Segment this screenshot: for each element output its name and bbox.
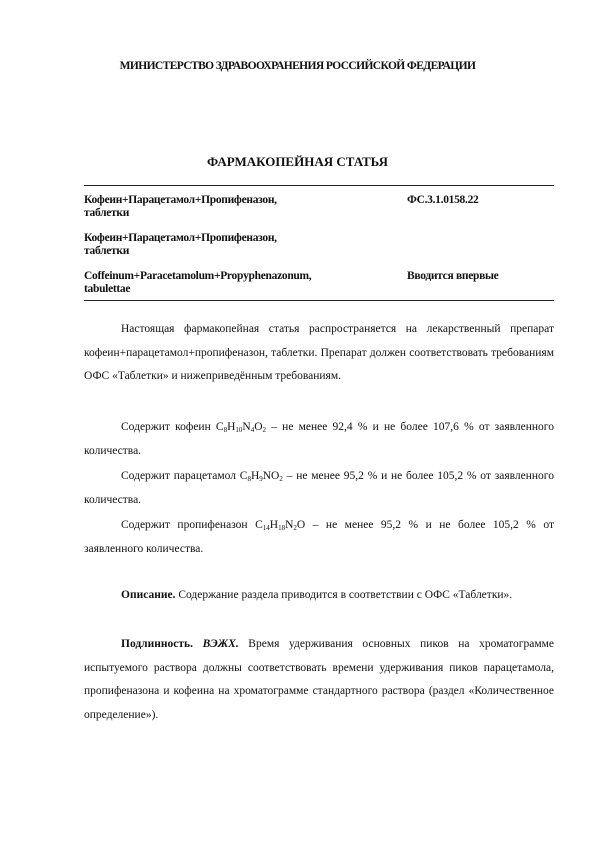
formula-part: O: [296, 519, 306, 531]
formula-sub: 14: [262, 524, 270, 532]
paracetamol-text: Содержит парацетамол C: [121, 470, 248, 482]
paracetamol-paragraph: [84, 465, 554, 512]
propyphenazone-limits: – не менее 95,2 % и не более 105,2 % от заявленного количества.: [84, 519, 554, 555]
caffeine-paragraph: [84, 416, 554, 463]
formula-sub: 18: [278, 524, 286, 532]
monograph-name-ru: [84, 194, 384, 220]
formula-sub: 2: [279, 475, 283, 483]
formula-part: N: [285, 519, 294, 531]
monograph-name-latin: [84, 270, 384, 296]
monograph-name-ru-line2: таблетки: [84, 207, 130, 219]
monograph-name-ru-line1: Кофеин+Парацетамол+Пропифеназон,: [84, 194, 277, 206]
document-title: ФАРМАКОПЕЙНАЯ СТАТЬЯ: [207, 154, 388, 169]
formula-sub: 2: [262, 426, 267, 434]
monograph-name-latin-line2: tabulettae: [84, 283, 131, 295]
description-paragraph: [84, 584, 554, 608]
caffeine-limits: – не менее 92,4 % и не более 107,6 % от заявленного количества.: [84, 421, 554, 457]
identity-paragraph: [84, 633, 554, 727]
formula-sub: 4: [250, 426, 255, 434]
monograph-status: Вводится впервые: [407, 270, 499, 282]
propyphenazone-text: Содержит пропифеназон C: [121, 519, 263, 531]
identity-text: Время удерживания основных пиков на хроматограмме испытуемого раствора должны соответствовать времени удерживания пиков парацетамола, пропифеназона и кофеина на хроматограмме стандартного раствора (раздел «Количественное определение»).: [84, 638, 554, 721]
monograph-name-ru-alt-line1: Кофеин+Парацетамол+Пропифеназон,: [84, 232, 277, 244]
formula-sub: 9: [259, 475, 263, 483]
formula-sub: 8: [247, 475, 251, 483]
formula-part: O: [254, 421, 263, 433]
intro-paragraph: Настоящая фармакопейная статья распространяется на лекарственный препарат кофеин+парацетамол+пропифеназон, таблетки. Препарат должен соответствовать требованиям ОФС «Таблетки» и нижеприведённым требованиям.: [84, 323, 554, 382]
propyphenazone-paragraph: [84, 514, 554, 561]
description-text: Содержание раздела приводится в соответствии с ОФС «Таблетки».: [175, 589, 513, 601]
ministry-header: МИНИСТЕРСТВО ЗДРАВООХРАНЕНИЯ РОССИЙСКОЙ ФЕДЕРАЦИИ: [119, 60, 476, 72]
monograph-code: ФС.3.1.0158.22: [407, 194, 479, 206]
identity-label: Подлинность.: [121, 638, 193, 650]
formula-part: H: [250, 470, 260, 482]
formula-sub: 8: [223, 426, 228, 434]
monograph-name-ru-alt: [84, 232, 384, 258]
identity-method: ВЭЖХ.: [192, 638, 239, 650]
monograph-name-ru-alt-line2: таблетки: [84, 245, 130, 257]
bottom-rule: [84, 300, 554, 301]
formula-sub: 2: [293, 524, 297, 532]
formula-part: H: [227, 421, 236, 433]
caffeine-text: Содержит кофеин C: [121, 421, 224, 433]
formula-sub: 10: [235, 426, 243, 434]
formula-part: N: [242, 421, 251, 433]
formula-part: H: [269, 519, 279, 531]
description-label: Описание.: [121, 589, 176, 601]
monograph-name-latin-line1: Coffeinum+Paracetamolum+Propyphenazonum,: [84, 270, 312, 282]
paracetamol-limits: – не менее 95,2 % и не более 105,2 % от заявленного количества.: [84, 470, 554, 506]
formula-part: NO: [262, 470, 280, 482]
top-rule: [84, 185, 554, 186]
